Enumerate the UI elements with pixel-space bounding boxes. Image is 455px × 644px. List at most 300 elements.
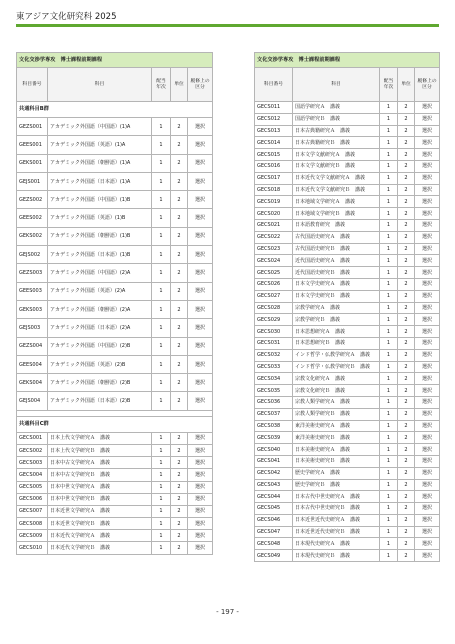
course-name [48, 154, 152, 172]
table-row [17, 264, 213, 282]
course-requirement: 選択 [188, 355, 213, 373]
table-row [17, 355, 213, 373]
course-year: 1 [152, 469, 171, 481]
course-year: 1 [380, 526, 398, 538]
course-credits: 2 [398, 137, 415, 149]
course-name [48, 227, 152, 245]
table-row [17, 530, 213, 542]
table-row [255, 149, 440, 161]
course-requirement: 選択 [415, 113, 440, 125]
course-credits: 2 [398, 184, 415, 196]
course-requirement: 選択 [415, 349, 440, 361]
group-title: 共通科目B群 [17, 102, 213, 118]
course-code: GEJS001 [17, 172, 48, 190]
course-year: 1 [380, 208, 398, 220]
course-name-text: アカデミック外国語（朝鮮語）(2)A [50, 306, 131, 313]
course-credits: 2 [398, 125, 415, 137]
course-year: 1 [380, 302, 398, 314]
course-name [293, 160, 380, 172]
table-row [255, 373, 440, 385]
course-name [293, 550, 380, 562]
course-code: GEKS004 [17, 374, 48, 392]
course-name [293, 432, 380, 444]
course-code: GEKS001 [17, 154, 48, 172]
course-name-text: 日本古典籍研究Ａ 講義 [295, 127, 351, 134]
course-code: GECS042 [255, 467, 293, 479]
course-name-text: 日本中古文学研究Ａ 講義 [50, 459, 111, 466]
table-row [255, 526, 440, 538]
course-name [48, 457, 152, 469]
course-credits: 2 [171, 319, 188, 337]
course-name [293, 503, 380, 515]
course-year: 1 [152, 300, 171, 318]
course-year: 1 [380, 550, 398, 562]
course-requirement: 選択 [188, 457, 213, 469]
course-name [48, 542, 152, 554]
course-credits: 2 [171, 337, 188, 355]
section-title: 文化交渉学専攻 博士課程前期課程 [255, 53, 440, 68]
course-year: 1 [152, 542, 171, 554]
table-row [17, 481, 213, 493]
course-code: GECS023 [255, 243, 293, 255]
course-requirement: 選択 [188, 374, 213, 392]
course-credits: 2 [171, 118, 188, 136]
course-credits: 2 [171, 154, 188, 172]
table-row [17, 246, 213, 264]
course-name-text: 日本上代文学研究Ａ 講義 [50, 435, 111, 442]
column-header-row [255, 68, 440, 102]
course-year: 1 [380, 491, 398, 503]
course-credits: 2 [398, 314, 415, 326]
course-name [293, 444, 380, 456]
right-course-table [254, 52, 440, 562]
table-row [255, 550, 440, 562]
course-name-text: 日本文学史研究Ｂ 講義 [295, 293, 351, 300]
course-credits: 2 [398, 219, 415, 231]
course-credits: 2 [171, 542, 188, 554]
table-row [255, 337, 440, 349]
course-requirement: 選択 [188, 337, 213, 355]
course-name [48, 374, 152, 392]
course-year: 1 [380, 326, 398, 338]
course-requirement: 選択 [415, 361, 440, 373]
course-year: 1 [152, 154, 171, 172]
course-name [293, 172, 380, 184]
course-code: GECS029 [255, 314, 293, 326]
course-name-text: アカデミック外国語（日本語）(2)A [50, 324, 131, 331]
course-name-text: 日本上代文学研究Ｂ 講義 [50, 447, 111, 454]
course-requirement: 選択 [415, 455, 440, 467]
course-code: GECS026 [255, 278, 293, 290]
course-requirement: 選択 [188, 300, 213, 318]
course-year: 1 [380, 420, 398, 432]
course-credits: 2 [398, 113, 415, 125]
course-requirement: 選択 [415, 467, 440, 479]
course-name-text: アカデミック外国語（中国語）(2)A [50, 270, 131, 277]
table-row [255, 385, 440, 397]
course-name [293, 385, 380, 397]
col-header-code: 科目番号 [255, 68, 293, 102]
course-code: GEES004 [17, 355, 48, 373]
course-name-text: 宗教学研究Ｂ 講義 [295, 316, 341, 323]
table-row [255, 503, 440, 515]
col-header-year: 配当年次 [152, 68, 171, 102]
course-code: GECS021 [255, 219, 293, 231]
course-year: 1 [380, 444, 398, 456]
course-year: 1 [380, 467, 398, 479]
table-row [255, 125, 440, 137]
table-row [255, 290, 440, 302]
table-row [17, 319, 213, 337]
course-name [48, 432, 152, 444]
course-year: 1 [152, 282, 171, 300]
course-name [48, 136, 152, 154]
col-header-credits: 単位 [171, 68, 188, 102]
course-name [293, 278, 380, 290]
course-credits: 2 [398, 514, 415, 526]
course-name [293, 408, 380, 420]
course-credits: 2 [171, 209, 188, 227]
course-credits: 2 [171, 481, 188, 493]
course-name [48, 493, 152, 505]
course-credits: 2 [171, 457, 188, 469]
course-name [293, 290, 380, 302]
course-requirement: 選択 [188, 264, 213, 282]
course-name-text: 歴史学研究Ｂ 講義 [295, 481, 341, 488]
table-row [17, 118, 213, 136]
table-row [17, 469, 213, 481]
course-code: GECS014 [255, 137, 293, 149]
table-row [255, 408, 440, 420]
course-requirement: 選択 [188, 209, 213, 227]
course-name [293, 314, 380, 326]
table-row [255, 314, 440, 326]
course-requirement: 選択 [188, 469, 213, 481]
course-code: GEES002 [17, 209, 48, 227]
course-name [293, 196, 380, 208]
course-name-text: アカデミック外国語（日本語）(2)B [50, 398, 131, 405]
course-requirement: 選択 [415, 373, 440, 385]
course-requirement: 選択 [188, 444, 213, 456]
course-credits: 2 [171, 469, 188, 481]
course-year: 1 [380, 172, 398, 184]
course-credits: 2 [171, 246, 188, 264]
course-name [293, 137, 380, 149]
course-name [48, 444, 152, 456]
course-name-text: 東洋美術史研究Ｂ 講義 [295, 434, 351, 441]
course-year: 1 [152, 444, 171, 456]
table-row [17, 432, 213, 444]
table-row [255, 160, 440, 172]
table-row [255, 255, 440, 267]
course-requirement: 選択 [188, 282, 213, 300]
course-name-text: 近代国語史研究Ｂ 講義 [295, 269, 351, 276]
course-year: 1 [380, 113, 398, 125]
course-name-text: 日本文学史研究Ａ 講義 [295, 281, 351, 288]
course-year: 1 [152, 355, 171, 373]
table-row [255, 432, 440, 444]
course-requirement: 選択 [188, 191, 213, 209]
course-year: 1 [380, 184, 398, 196]
course-credits: 2 [171, 444, 188, 456]
table-row [17, 172, 213, 190]
course-requirement: 選択 [188, 505, 213, 517]
course-year: 1 [152, 337, 171, 355]
course-code: GECS015 [255, 149, 293, 161]
course-requirement: 選択 [415, 503, 440, 515]
course-credits: 2 [398, 267, 415, 279]
course-requirement: 選択 [188, 392, 213, 410]
course-name [293, 467, 380, 479]
course-requirement: 選択 [415, 267, 440, 279]
course-year: 1 [380, 278, 398, 290]
table-row [17, 392, 213, 410]
course-code: GECS012 [255, 113, 293, 125]
course-name [293, 255, 380, 267]
course-year: 1 [380, 267, 398, 279]
course-credits: 2 [398, 302, 415, 314]
course-code: GECS011 [255, 102, 293, 114]
table-row [17, 337, 213, 355]
group-title-row [17, 102, 213, 118]
course-requirement: 選択 [188, 154, 213, 172]
course-requirement: 選択 [415, 326, 440, 338]
course-name-text: アカデミック外国語（英語）(2)B [50, 361, 126, 368]
course-year: 1 [380, 219, 398, 231]
course-requirement: 選択 [415, 385, 440, 397]
table-row [255, 467, 440, 479]
course-year: 1 [152, 432, 171, 444]
course-requirement: 選択 [415, 231, 440, 243]
course-name-text: アカデミック外国語（日本語）(1)A [50, 178, 131, 185]
course-code: GECS030 [255, 326, 293, 338]
course-code: GECS035 [255, 385, 293, 397]
course-name-text: 日本古典籍研究Ｂ 講義 [295, 139, 351, 146]
course-code: GEES001 [17, 136, 48, 154]
course-name [293, 231, 380, 243]
course-year: 1 [152, 481, 171, 493]
col-header-req: 履修上の区分 [415, 68, 440, 102]
table-row [255, 491, 440, 503]
course-credits: 2 [171, 136, 188, 154]
course-requirement: 選択 [415, 538, 440, 550]
course-requirement: 選択 [415, 314, 440, 326]
course-name [293, 455, 380, 467]
table-row [255, 208, 440, 220]
group-title-row [17, 416, 213, 432]
course-code: GECS038 [255, 420, 293, 432]
course-name-text: 古代国語史研究Ｂ 講義 [295, 245, 351, 252]
course-credits: 2 [398, 149, 415, 161]
course-credits: 2 [171, 227, 188, 245]
course-name [293, 208, 380, 220]
course-name [293, 337, 380, 349]
course-requirement: 選択 [415, 302, 440, 314]
table-row [17, 227, 213, 245]
course-code: GECS045 [255, 503, 293, 515]
course-name-text: 日本中世文学研究Ｂ 講義 [50, 496, 111, 503]
course-code: GECS027 [255, 290, 293, 302]
course-requirement: 選択 [188, 518, 213, 530]
course-year: 1 [380, 361, 398, 373]
course-name-text: 国語学研究Ｂ 講義 [295, 116, 341, 123]
course-year: 1 [380, 455, 398, 467]
table-row [255, 538, 440, 550]
course-code: GECS034 [255, 373, 293, 385]
course-name-text: 日本美術史研究Ａ 講義 [295, 446, 351, 453]
course-credits: 2 [398, 361, 415, 373]
course-code: GECS046 [255, 514, 293, 526]
table-row [255, 420, 440, 432]
course-code: GECS005 [17, 481, 48, 493]
course-code: GECS022 [255, 231, 293, 243]
course-name-text: 日本古代中世史研究Ａ 講義 [295, 493, 361, 500]
table-row [17, 136, 213, 154]
course-code: GEZS001 [17, 118, 48, 136]
course-code: GECS008 [17, 518, 48, 530]
table-row [17, 542, 213, 554]
course-year: 1 [152, 227, 171, 245]
course-name-text: 日本地域文学研究Ａ 講義 [295, 198, 356, 205]
table-row [255, 113, 440, 125]
course-name-text: 日本思想研究Ａ 講義 [295, 328, 346, 335]
course-code: GEES003 [17, 282, 48, 300]
course-requirement: 選択 [415, 160, 440, 172]
course-code: GECS010 [17, 542, 48, 554]
course-credits: 2 [171, 518, 188, 530]
course-year: 1 [380, 432, 398, 444]
course-year: 1 [380, 290, 398, 302]
course-code: GECS048 [255, 538, 293, 550]
course-credits: 2 [398, 396, 415, 408]
course-credits: 2 [398, 326, 415, 338]
course-requirement: 選択 [188, 118, 213, 136]
course-name-text: 日本美術史研究Ｂ 講義 [295, 458, 351, 465]
course-year: 1 [380, 196, 398, 208]
course-name-text: アカデミック外国語（中国語）(2)B [50, 343, 131, 350]
course-name [293, 349, 380, 361]
course-name [293, 302, 380, 314]
course-credits: 2 [398, 208, 415, 220]
course-year: 1 [380, 408, 398, 420]
course-name-text: 日本古代中世史研究Ｂ 講義 [295, 505, 361, 512]
course-name-text: インド哲学・仏教学研究Ｂ 講義 [295, 363, 371, 370]
course-name [293, 102, 380, 114]
course-credits: 2 [398, 420, 415, 432]
course-name-text: 東洋美術史研究Ａ 講義 [295, 422, 351, 429]
table-row [255, 444, 440, 456]
table-row [255, 137, 440, 149]
course-year: 1 [380, 137, 398, 149]
course-name [48, 481, 152, 493]
course-credits: 2 [171, 191, 188, 209]
course-name-text: 日本地域文学研究Ｂ 講義 [295, 210, 356, 217]
course-name [48, 264, 152, 282]
course-credits: 2 [398, 278, 415, 290]
course-name-text: 近代国語史研究Ａ 講義 [295, 257, 351, 264]
course-requirement: 選択 [415, 196, 440, 208]
course-year: 1 [380, 337, 398, 349]
course-code: GECS044 [255, 491, 293, 503]
table-row [255, 231, 440, 243]
course-requirement: 選択 [188, 246, 213, 264]
course-credits: 2 [171, 505, 188, 517]
course-credits: 2 [398, 432, 415, 444]
course-code: GEJS003 [17, 319, 48, 337]
course-year: 1 [152, 319, 171, 337]
course-code: GECS033 [255, 361, 293, 373]
course-name [48, 530, 152, 542]
course-code: GECS041 [255, 455, 293, 467]
course-year: 1 [380, 255, 398, 267]
course-credits: 2 [398, 444, 415, 456]
course-requirement: 選択 [415, 479, 440, 491]
course-credits: 2 [398, 255, 415, 267]
course-requirement: 選択 [415, 491, 440, 503]
course-name-text: アカデミック外国語（朝鮮語）(1)A [50, 160, 131, 167]
course-code: GECS028 [255, 302, 293, 314]
course-code: GECS039 [255, 432, 293, 444]
course-name-text: アカデミック外国語（英語）(2)A [50, 288, 126, 295]
course-code: GEZS003 [17, 264, 48, 282]
course-credits: 2 [398, 550, 415, 562]
course-credits: 2 [398, 373, 415, 385]
course-year: 1 [380, 538, 398, 550]
table-row [17, 300, 213, 318]
course-name-text: 国語学研究Ａ 講義 [295, 104, 341, 111]
course-name [293, 361, 380, 373]
course-name-text: 日本文学文献研究Ａ 講義 [295, 151, 356, 158]
course-requirement: 選択 [415, 550, 440, 562]
course-year: 1 [380, 125, 398, 137]
course-name-text: 日本近世文学研究Ａ 講義 [50, 508, 111, 515]
course-name-text: アカデミック外国語（中国語）(1)A [50, 123, 131, 130]
table-row [255, 172, 440, 184]
course-year: 1 [152, 136, 171, 154]
course-requirement: 選択 [188, 227, 213, 245]
course-credits: 2 [398, 231, 415, 243]
course-name [293, 267, 380, 279]
table-row [17, 444, 213, 456]
col-header-req: 履修上の区分 [188, 68, 213, 102]
group-title: 共通科目C群 [17, 416, 213, 432]
course-code: GECS025 [255, 267, 293, 279]
col-header-code: 科目番号 [17, 68, 48, 102]
course-code: GECS009 [17, 530, 48, 542]
course-year: 1 [380, 149, 398, 161]
course-name-text: 日本近代文学研究Ａ 講義 [50, 532, 111, 539]
course-requirement: 選択 [415, 444, 440, 456]
course-name [293, 219, 380, 231]
course-code: GEZS002 [17, 191, 48, 209]
course-credits: 2 [398, 172, 415, 184]
course-credits: 2 [398, 526, 415, 538]
course-name [48, 355, 152, 373]
course-requirement: 選択 [415, 137, 440, 149]
course-name [293, 184, 380, 196]
course-year: 1 [152, 457, 171, 469]
course-requirement: 選択 [415, 408, 440, 420]
course-name [48, 172, 152, 190]
course-name [48, 282, 152, 300]
course-year: 1 [152, 209, 171, 227]
table-row [255, 267, 440, 279]
table-row [255, 396, 440, 408]
course-credits: 2 [171, 374, 188, 392]
table-row [17, 209, 213, 227]
course-requirement: 選択 [415, 219, 440, 231]
course-code: GECS003 [17, 457, 48, 469]
